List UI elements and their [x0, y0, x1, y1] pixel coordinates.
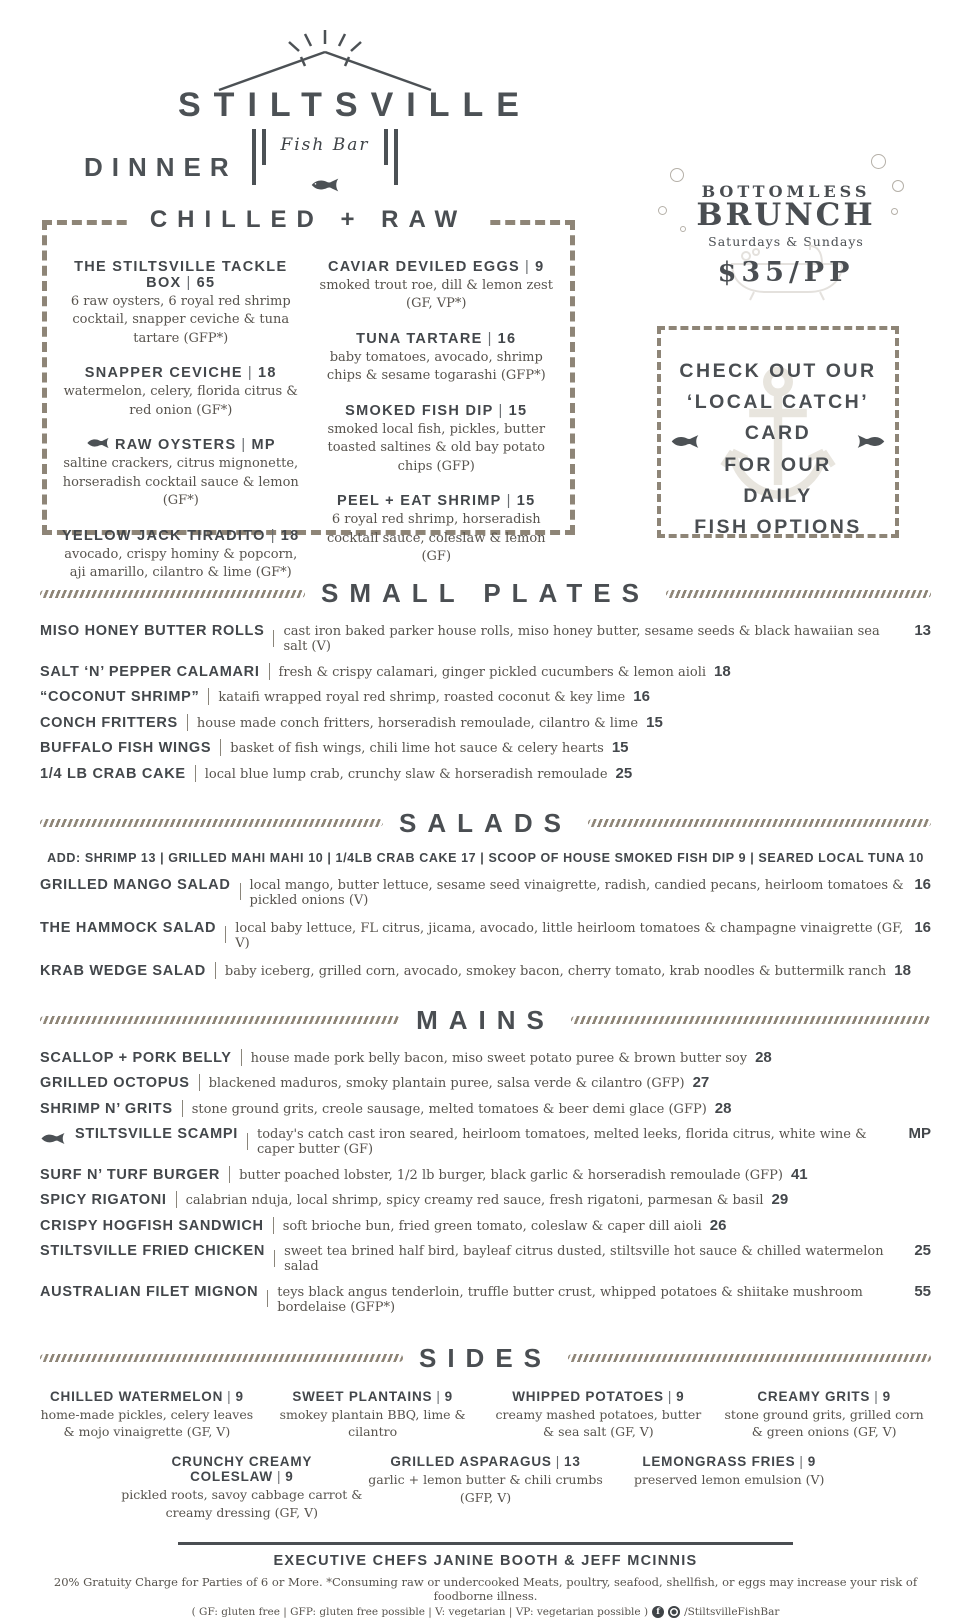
item-price: 9	[807, 1454, 816, 1469]
item-desc: smoked trout roe, dill & lemon zest (GF, VP*)	[319, 278, 553, 312]
sides-row-1	[40, 1389, 931, 1442]
item-price: 15	[516, 493, 536, 510]
menu-item	[40, 765, 931, 782]
logo-subtitle: Fish Bar	[280, 135, 370, 155]
fish-icon	[178, 177, 472, 198]
item-desc: 6 raw oysters, 6 royal red shrimp cocktail, snapper ceviche & tuna tartare (GFP*)	[70, 294, 291, 346]
section-title: MAINS	[416, 1004, 555, 1035]
item-name: KRAB WEDGE SALAD	[40, 962, 206, 979]
item-desc: house made pork belly bacon, miso sweet potato puree & brown butter soy	[250, 1050, 748, 1066]
divider: |	[487, 330, 493, 347]
divider: |	[498, 402, 504, 419]
item-price: 65	[196, 275, 216, 291]
bubble-icon	[670, 168, 684, 182]
section-title-chilled-raw: CHILLED + RAW	[130, 206, 487, 234]
menu-item	[40, 876, 931, 908]
small-plates-list	[40, 622, 931, 782]
menu-item	[40, 1217, 931, 1234]
stilts-right-icon	[384, 129, 398, 185]
item-name: CHILLED WATERMELON	[49, 1388, 224, 1404]
menu-item	[53, 437, 309, 511]
item-name: SHRIMP N’ GRITS	[40, 1100, 173, 1117]
item-desc: home-made pickles, celery leaves & mojo vinaigrette (GF, V)	[40, 1406, 254, 1440]
divider	[229, 1166, 230, 1183]
rope-divider	[588, 819, 931, 827]
divider: |	[525, 259, 531, 275]
item-desc: local baby lettuce, FL citrus, jicama, avocado, little heirloom tomatoes & champagne vinaigrette (GF, V)	[235, 920, 904, 951]
divider: |	[874, 1388, 879, 1404]
item-name: BUFFALO FISH WINGS	[40, 740, 212, 756]
menu-item	[40, 1100, 931, 1117]
local-catch-callout	[657, 326, 899, 538]
catch-line: FOR OUR	[724, 453, 832, 476]
chilled-raw-section	[42, 206, 575, 581]
item-desc: stone ground grits, creole sausage, melted tomatoes & beer demi glace (GFP)	[191, 1101, 707, 1117]
item-desc: stone ground grits, grilled corn & green onions (GF, V)	[724, 1406, 924, 1440]
item-desc: house made conch fritters, horseradish remoulade, cilantro & lime	[196, 715, 639, 731]
item-price: 15	[611, 739, 629, 756]
item-price: 55	[914, 1282, 931, 1300]
divider	[187, 714, 188, 731]
item-desc: butter poached lobster, 1/2 lb burger, black garlic & horseradish remoulade (GFP)	[239, 1167, 783, 1183]
item-name: MISO HONEY BUTTER ROLLS	[40, 623, 265, 639]
divider: |	[276, 1469, 282, 1484]
item-desc: smokey plantain BBQ, lime & cilantro	[279, 1406, 466, 1440]
chilled-raw-grid	[47, 225, 570, 600]
instagram-icon	[668, 1606, 680, 1618]
item-price: 27	[692, 1074, 710, 1091]
menu-item	[309, 493, 565, 566]
item-desc: blackened maduros, smoky plantain puree, salsa verde & cilantro (GFP)	[208, 1076, 685, 1091]
chilled-left-column	[53, 259, 309, 600]
item-desc: teys black angus tenderloin, truffle butter crust, whipped potatoes & shiitake mushroom bordelaise (GFP*)	[277, 1284, 863, 1315]
item-desc: local blue lump crab, crunchy slaw & horseradish remoulade	[204, 766, 608, 782]
footer-rule	[178, 1542, 793, 1545]
menu-body	[0, 578, 971, 1618]
menu-item	[309, 259, 565, 314]
rope-divider	[568, 1354, 931, 1362]
divider	[225, 926, 226, 943]
footer-legend: ( GF: gluten free | GFP: gluten free possible | V: vegetarian | VP: vegetarian possible )	[191, 1605, 649, 1618]
item-name: THE HAMMOCK SALAD	[40, 919, 217, 936]
divider: |	[247, 365, 253, 382]
divider	[273, 1217, 274, 1234]
item-name: PEEL + EAT SHRIMP	[337, 493, 502, 510]
menu-item	[40, 1191, 931, 1208]
item-price: 9	[882, 1388, 891, 1404]
restaurant-logo	[178, 28, 532, 198]
item-desc: pickled roots, savoy cabbage carrot & creamy dressing (GF, V)	[121, 1487, 363, 1520]
social-handle: /StiltsvilleFishBar	[684, 1605, 780, 1618]
fish-icon	[86, 437, 110, 453]
item-name: CRUNCHY CREAMY COLESLAW	[171, 1454, 313, 1484]
divider	[247, 1133, 248, 1150]
item-price: 9	[535, 259, 545, 275]
menu-item	[40, 1166, 931, 1183]
divider: |	[241, 437, 247, 454]
rope-divider	[40, 819, 383, 827]
bubble-icon	[892, 180, 904, 192]
rope-divider	[40, 590, 305, 598]
divider: |	[555, 1454, 561, 1469]
divider: |	[436, 1388, 441, 1404]
menu-item	[40, 688, 931, 705]
footer-legend-row	[40, 1606, 931, 1618]
item-price: 9	[444, 1388, 453, 1404]
divider	[273, 630, 274, 647]
item-price: 15	[508, 402, 528, 419]
section-header-mains	[40, 1005, 931, 1036]
menu-item	[53, 528, 309, 583]
divider	[182, 1100, 183, 1117]
divider	[241, 1049, 242, 1066]
item-price: 28	[755, 1048, 772, 1066]
section-header-sides	[40, 1343, 931, 1374]
item-price: 18	[894, 961, 911, 979]
item-price: 41	[790, 1165, 808, 1183]
fish-icon	[40, 1132, 66, 1150]
bubble-icon	[680, 226, 686, 232]
item-price: MP	[251, 437, 276, 454]
menu-item	[40, 962, 931, 979]
divider: |	[227, 1388, 232, 1404]
item-desc: today's catch cast iron seared, heirloom tomatoes, melted leeks, florida citrus, white wine & caper butter (GF)	[256, 1127, 867, 1157]
rope-divider	[40, 1354, 403, 1362]
divider	[220, 739, 221, 756]
chilled-right-column	[309, 259, 565, 600]
item-name: SCALLOP + PORK BELLY	[40, 1049, 232, 1066]
facebook-icon: f	[652, 1606, 664, 1618]
brunch-line1: BOTTOMLESS	[701, 182, 871, 201]
divider	[208, 688, 209, 705]
item-desc: soft brioche bun, fried green tomato, coleslaw & caper dill aioli	[282, 1218, 702, 1234]
item-price: 16	[914, 918, 931, 936]
menu-item	[309, 403, 565, 476]
local-catch-text	[661, 330, 895, 543]
item-name: RAW OYSTERS	[114, 437, 237, 454]
section-header-small-plates	[40, 578, 931, 609]
item-desc: cast iron baked parker house rolls, miso honey butter, sesame seeds & black hawaiian sea salt (V)	[283, 624, 880, 654]
menu-header-area	[0, 0, 971, 581]
item-name: CRISPY HOGFISH SANDWICH	[40, 1217, 264, 1234]
brunch-promo	[690, 182, 882, 288]
item-desc: garlic + lemon butter & chili crumbs (GFP, V)	[368, 1472, 603, 1505]
item-desc: sweet tea brined half bird, bayleaf citrus dusted, stiltsville hot sauce & chilled watermelon salad	[284, 1244, 884, 1274]
item-price: 16	[914, 875, 931, 893]
rope-divider	[666, 590, 931, 598]
item-price: 18	[280, 527, 300, 544]
menu-item	[40, 1242, 931, 1274]
item-desc: avocado, crispy hominy & popcorn, aji amarillo, cilantro & lime (GF*)	[64, 546, 298, 581]
menu-item	[40, 1389, 254, 1442]
item-name: LEMONGRASS FRIES	[642, 1454, 796, 1469]
item-name: SWEET PLANTAINS	[292, 1388, 433, 1404]
item-name: CONCH FRITTERS	[40, 714, 178, 731]
item-name: 1/4 LB CRAB CAKE	[40, 765, 186, 782]
item-name: STILTSVILLE FRIED CHICKEN	[40, 1243, 266, 1259]
menu-item	[607, 1454, 851, 1522]
item-price: 9	[285, 1469, 294, 1484]
item-price: 28	[714, 1099, 732, 1117]
rope-divider	[571, 1016, 931, 1024]
rope-divider	[40, 1016, 400, 1024]
item-name: TUNA TARTARE	[356, 330, 483, 347]
stilts-left-icon	[252, 129, 266, 185]
item-desc: local mango, butter lettuce, sesame seed vinaigrette, radish, candied pecans, heirloom tomatoes & pickled onions (V)	[249, 877, 904, 908]
item-name: SPICY RIGATONI	[40, 1192, 167, 1208]
section-title: SALADS	[399, 807, 572, 838]
catch-line: ‘LOCAL CATCH’ CARD	[686, 391, 870, 445]
section-title: SIDES	[418, 1342, 553, 1373]
item-name: WHIPPED POTATOES	[512, 1388, 664, 1404]
item-desc: watermelon, celery, florida citrus & red onion (GF*)	[63, 384, 298, 418]
item-desc: kataifi wrapped royal red shrimp, roasted coconut & key lime	[218, 690, 626, 705]
item-price: 9	[235, 1388, 244, 1404]
brunch-line2: BRUNCH	[696, 197, 876, 233]
divider	[199, 1074, 200, 1091]
chefs-credit: EXECUTIVE CHEFS JANINE BOOTH & JEFF MCINNIS	[273, 1552, 698, 1569]
catch-line: CHECK OUT OUR	[679, 360, 877, 382]
bubble-icon	[871, 154, 886, 169]
item-name: SNAPPER CEVICHE	[84, 365, 243, 382]
menu-item	[266, 1389, 480, 1442]
menu-type-label: DINNER	[84, 152, 238, 182]
item-name: THE STILTSVILLE TACKLE BOX	[74, 259, 288, 291]
item-price: MP	[908, 1125, 931, 1142]
footer-disclaimer: 20% Gratuity Charge for Parties of 6 or More. *Consuming raw or undercooked Meats, poultry, seafood, shellfish, or eggs may increase your risk of foodborne illness.	[53, 1574, 918, 1603]
item-name: “COCONUT SHRIMP”	[40, 689, 200, 705]
item-desc: calabrian nduja, local shrimp, spicy creamy red sauce, fresh rigatoni, parmesan & basil	[185, 1193, 764, 1208]
divider	[269, 663, 270, 680]
item-desc: preserved lemon emulsion (V)	[633, 1472, 825, 1487]
brunch-price: $35/PP	[717, 257, 855, 288]
menu-item	[40, 919, 931, 951]
item-desc: creamy mashed potatoes, butter & sea salt (GF, V)	[495, 1406, 702, 1440]
item-price: 18	[714, 662, 731, 680]
menu-item	[40, 1049, 931, 1066]
menu-item	[309, 331, 565, 386]
item-name: SALT ‘N’ PEPPER CALAMARI	[40, 663, 260, 680]
item-name: SMOKED FISH DIP	[345, 402, 494, 419]
item-price: 15	[646, 713, 663, 731]
item-price: 9	[676, 1388, 685, 1404]
item-name: GRILLED MANGO SALAD	[40, 876, 231, 893]
brunch-days: Saturdays & Sundays	[708, 234, 864, 249]
divider: |	[186, 275, 192, 291]
item-desc: 6 royal red shrimp, horseradish cocktail sauce, coleslaw & lemon (GF)	[326, 512, 546, 565]
divider: |	[270, 527, 276, 544]
menu-item	[40, 1125, 931, 1157]
menu-item	[717, 1389, 931, 1442]
item-price: 18	[257, 365, 277, 382]
menu-item	[40, 622, 931, 654]
item-price: 16	[633, 688, 650, 705]
divider	[274, 1250, 275, 1267]
menu-item	[40, 714, 931, 731]
divider	[240, 883, 241, 900]
item-name: CAVIAR DEVILED EGGS	[328, 259, 521, 275]
item-price: 25	[914, 1242, 931, 1259]
roof-rays-icon	[205, 28, 445, 94]
divider: |	[667, 1388, 673, 1404]
menu-footer	[40, 1542, 931, 1618]
item-name: SURF N’ TURF BURGER	[40, 1166, 221, 1183]
item-name: GRILLED ASPARAGUS	[390, 1454, 552, 1469]
item-price: 26	[709, 1216, 727, 1234]
section-title: SMALL PLATES	[321, 578, 650, 608]
menu-item	[40, 1283, 931, 1315]
menu-item	[40, 1074, 931, 1091]
item-name: YELLOW JACK TIRADITO	[61, 527, 266, 544]
item-price: 16	[497, 330, 517, 347]
item-name: GRILLED OCTOPUS	[40, 1075, 190, 1091]
salads-list	[40, 876, 931, 979]
sides-row-2	[40, 1454, 931, 1522]
divider	[267, 1290, 268, 1307]
divider	[195, 765, 196, 782]
item-desc: fresh & crispy calamari, ginger pickled cucumbers & lemon aioli	[278, 664, 707, 680]
logo-wordmark: STILTSVILLE	[178, 86, 532, 124]
item-desc: basket of fish wings, chili lime hot sauce & celery hearts	[230, 741, 604, 756]
divider	[215, 962, 216, 979]
item-desc: baby iceberg, grilled corn, avocado, smokey bacon, cherry tomato, krab noodles & buttermilk ranch	[224, 963, 887, 979]
item-desc: saltine crackers, citrus mignonette, horseradish cocktail sauce & lemon (GF*)	[62, 456, 299, 509]
bubble-icon	[891, 208, 898, 215]
menu-item	[53, 259, 309, 348]
menu-item	[120, 1454, 364, 1522]
catch-line: FISH OPTIONS	[694, 515, 862, 538]
menu-item	[40, 663, 931, 680]
menu-item	[40, 739, 931, 756]
item-price: 25	[615, 764, 633, 782]
item-desc: baby tomatoes, avocado, shrimp chips & sesame togarashi (GFP*)	[326, 349, 546, 384]
item-price: 29	[771, 1191, 789, 1208]
menu-item	[492, 1389, 706, 1442]
item-name: CREAMY GRITS	[757, 1388, 871, 1404]
catch-line: DAILY	[743, 484, 813, 507]
salad-addons: ADD: SHRIMP 13 | GRILLED MAHI MAHI 10 | 1/4LB CRAB CAKE 17 | SCOOP OF HOUSE SMOKED FISH DIP 9 | SEARED LOCAL TUNA 10	[47, 850, 924, 865]
item-price: 13	[914, 622, 931, 639]
divider: |	[799, 1454, 804, 1469]
mains-list	[40, 1049, 931, 1315]
item-price: 13	[564, 1454, 581, 1469]
item-desc: smoked local fish, pickles, butter toasted saltines & old bay potato chips (GFP)	[327, 421, 546, 474]
bubble-icon	[658, 206, 667, 215]
divider	[176, 1191, 177, 1208]
section-header-salads	[40, 808, 931, 839]
menu-item	[53, 365, 309, 420]
menu-item	[364, 1454, 608, 1522]
item-name: STILTSVILLE SCAMPI	[75, 1126, 238, 1142]
item-name: AUSTRALIAN FILET MIGNON	[40, 1283, 259, 1300]
divider: |	[506, 493, 512, 510]
